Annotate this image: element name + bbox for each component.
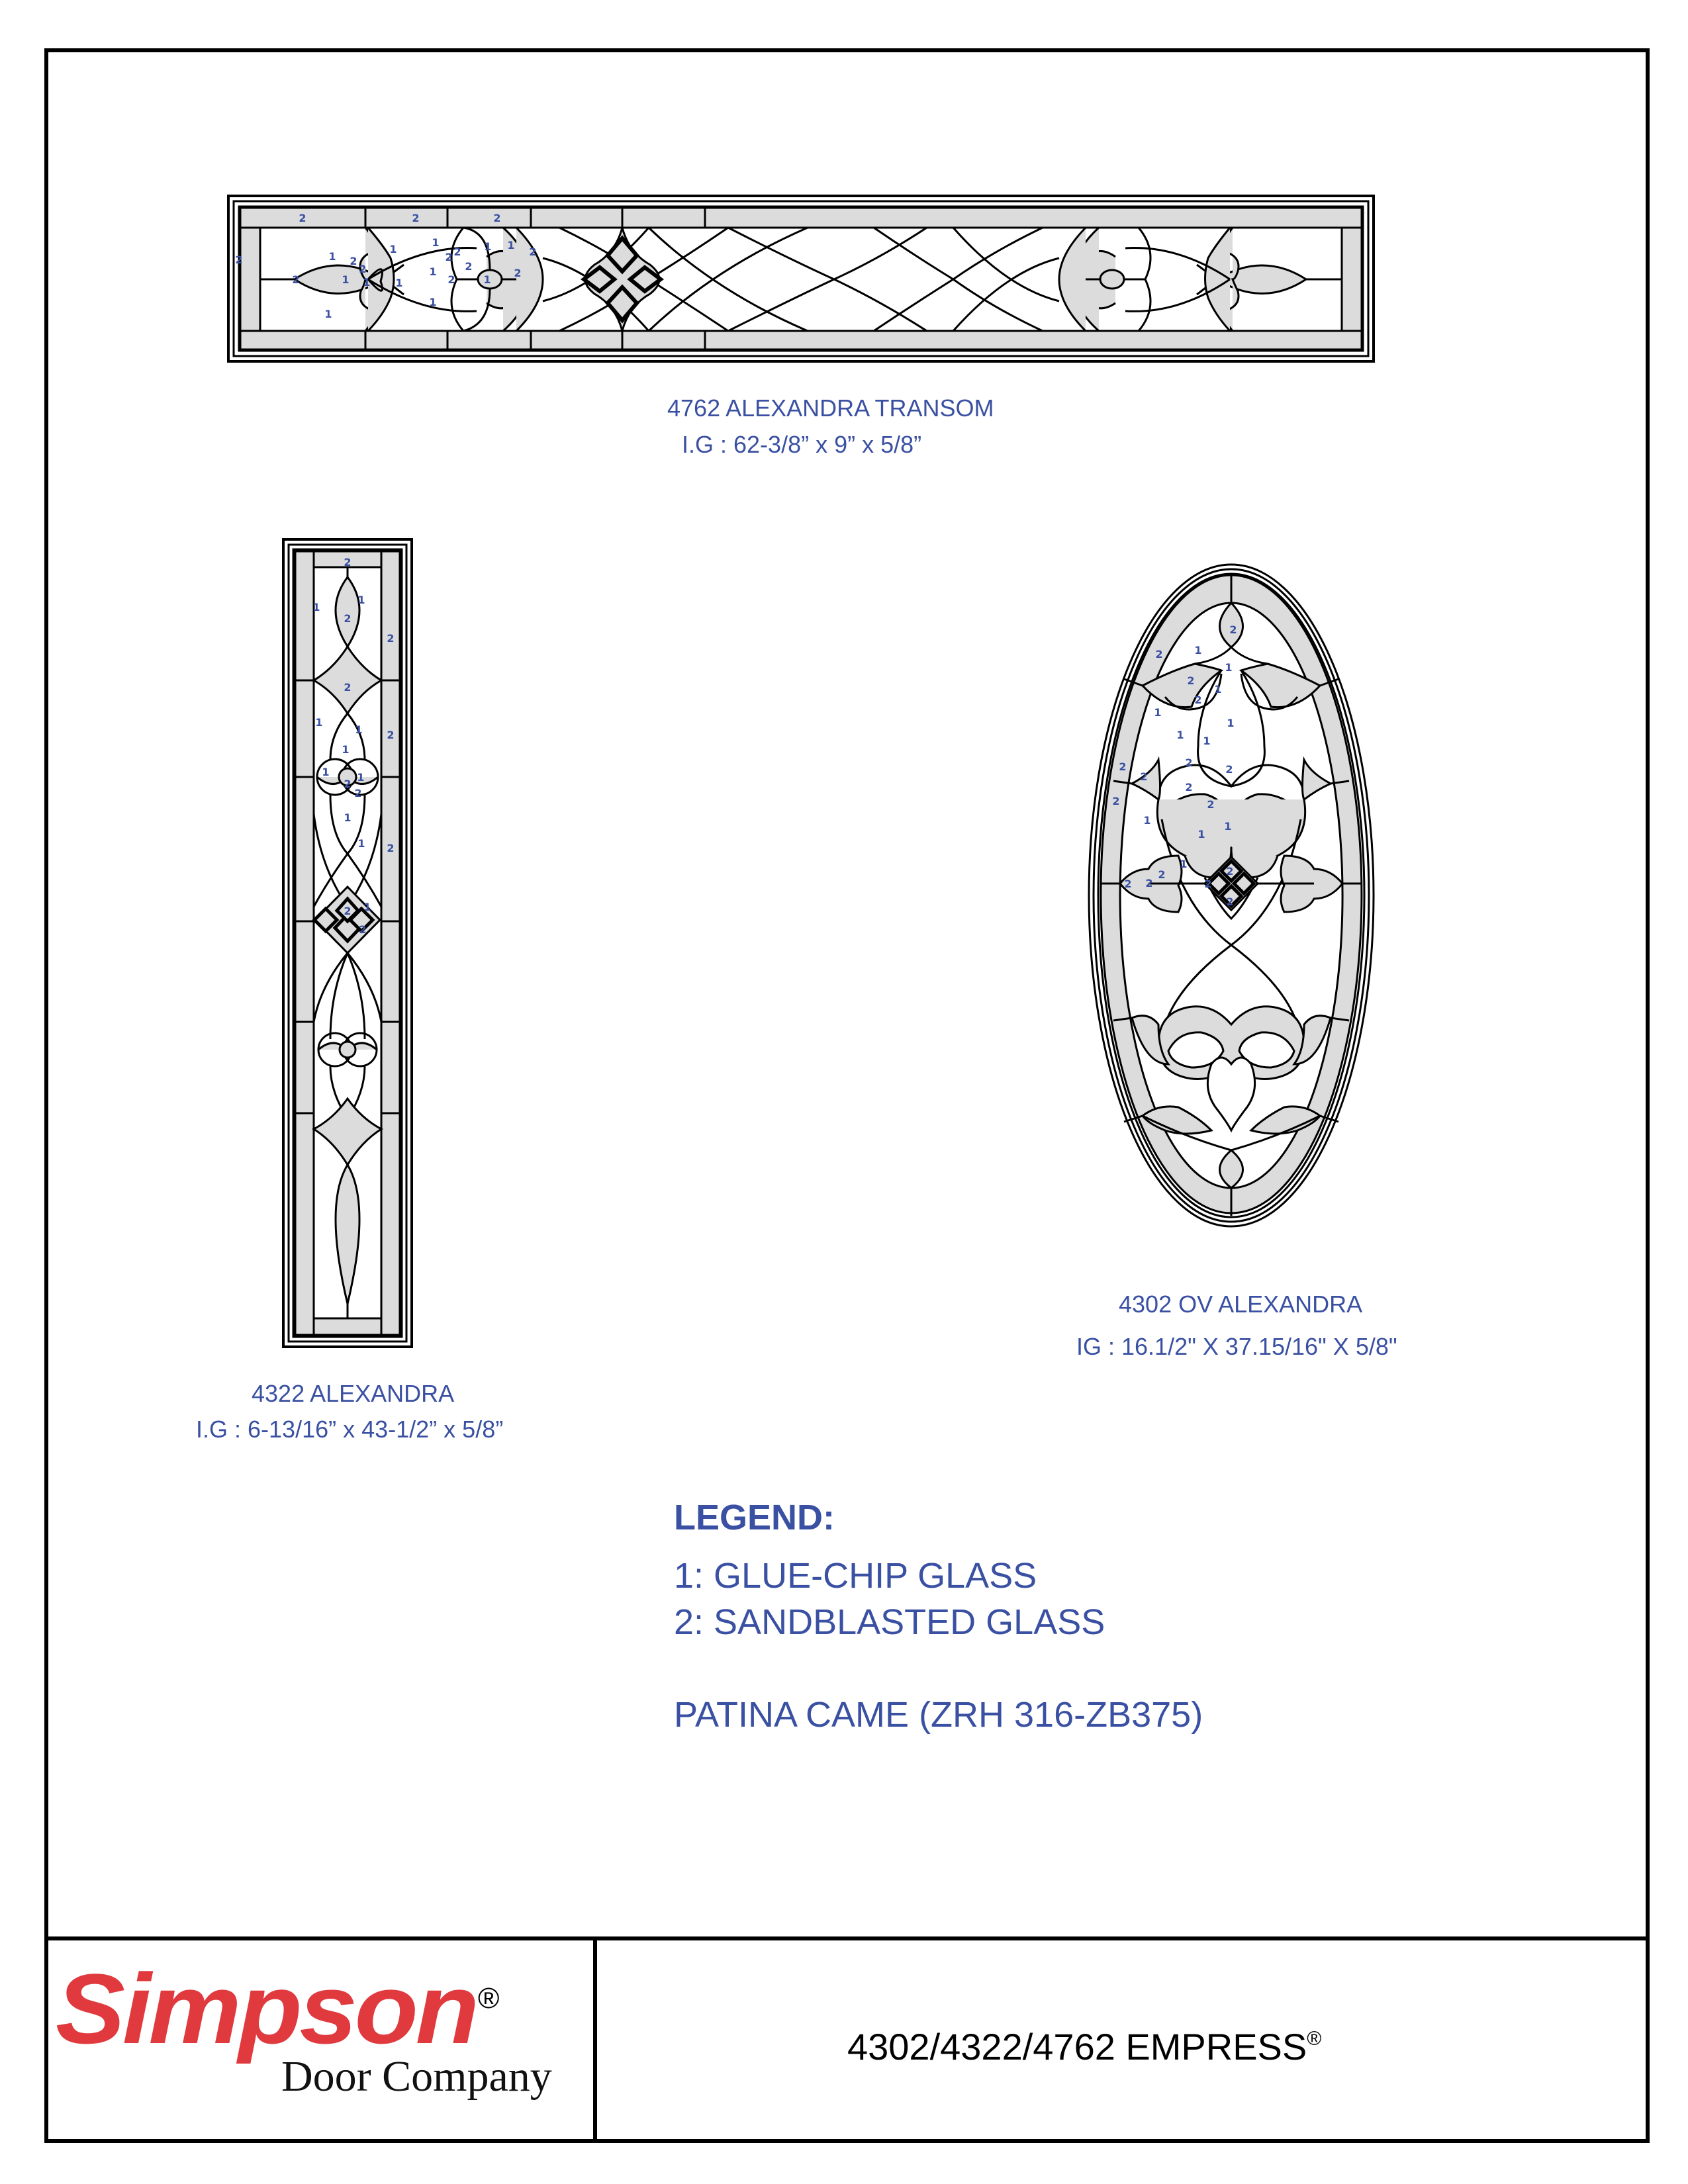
svg-text:2: 2 [1158,868,1166,881]
legend-item-sandblasted: 2: SANDBLASTED GLASS [674,1602,1105,1642]
svg-text:2: 2 [1185,781,1193,794]
svg-text:2: 2 [354,787,362,799]
svg-text:2: 2 [412,212,420,224]
simpson-logo-wordmark: Simpson [56,1953,477,2064]
svg-text:2: 2 [387,842,395,854]
legend-came-spec: PATINA CAME (ZRH 316-ZB375) [674,1695,1203,1735]
oval-glass-drawing [1086,561,1377,1230]
svg-text:2: 2 [493,212,501,224]
svg-text:1: 1 [342,273,350,286]
svg-text:1: 1 [1214,683,1222,696]
svg-text:1: 1 [328,250,336,263]
svg-text:2: 2 [529,246,537,258]
svg-text:1: 1 [363,276,371,289]
svg-text:2: 2 [1204,878,1212,890]
svg-text:2: 2 [1119,760,1127,773]
svg-text:2: 2 [1229,623,1237,636]
svg-text:2: 2 [1185,756,1193,769]
svg-text:1: 1 [432,236,440,249]
logo-registered-mark: ® [478,1982,500,2015]
svg-text:2: 2 [350,255,357,267]
svg-text:1: 1 [484,240,492,253]
svg-text:1: 1 [483,273,491,286]
svg-text:1: 1 [1224,820,1232,833]
svg-text:2: 2 [1155,648,1163,660]
svg-text:1: 1 [429,296,437,308]
oval-size: IG : 16.1/2" X 37.15/16" X 5/8" [1076,1333,1397,1360]
svg-text:1: 1 [1194,644,1202,657]
svg-text:2: 2 [344,905,352,917]
svg-text:2: 2 [514,267,522,279]
svg-text:2: 2 [359,923,367,936]
document-title-registered-mark: ® [1307,2028,1322,2050]
svg-text:1: 1 [395,277,403,289]
oval-title: 4302 OV ALEXANDRA [1119,1291,1363,1318]
transom-glass-drawing [225,192,1377,365]
svg-text:1: 1 [429,265,437,278]
svg-text:2: 2 [1194,694,1202,706]
svg-text:2: 2 [453,246,461,258]
svg-text:2: 2 [445,251,453,263]
legend-item-glue-chip: 1: GLUE-CHIP GLASS [674,1556,1037,1596]
svg-text:2: 2 [465,260,473,273]
title-block-divider [593,1936,597,2139]
svg-text:2: 2 [1124,878,1132,890]
legend-title: LEGEND: [674,1498,835,1537]
sidelite-glass-drawing [281,536,414,1350]
svg-text:2: 2 [387,632,395,645]
svg-text:1: 1 [507,239,515,251]
svg-text:1: 1 [1143,814,1151,827]
svg-text:1: 1 [355,723,363,736]
svg-text:2: 2 [1226,865,1234,878]
document-title [847,2025,1321,2068]
svg-text:2: 2 [1225,763,1233,776]
svg-text:2: 2 [235,253,243,266]
svg-text:1: 1 [1154,706,1162,719]
svg-text:1: 1 [324,308,332,320]
transom-size: I.G : 62-3/8” x 9” x 5/8” [682,431,922,458]
svg-text:1: 1 [363,901,371,913]
svg-text:1: 1 [1227,717,1235,729]
svg-text:2: 2 [447,273,455,286]
svg-text:2: 2 [1207,798,1215,811]
svg-text:1: 1 [342,743,350,756]
svg-text:2: 2 [387,729,395,741]
svg-text:2: 2 [359,263,367,275]
svg-text:1: 1 [357,771,365,784]
svg-text:1: 1 [1180,858,1188,870]
svg-text:1: 1 [1203,735,1211,747]
svg-text:2: 2 [292,273,300,286]
svg-text:2: 2 [1112,795,1120,807]
svg-text:1: 1 [315,716,323,729]
sidelite-size: I.G : 6-13/16” x 43-1/2” x 5/8” [196,1416,504,1443]
svg-text:1: 1 [357,594,365,606]
logo-door-company: Door Company [281,2052,552,2101]
svg-text:2: 2 [344,778,352,790]
svg-text:2: 2 [344,556,352,569]
svg-text:2: 2 [1187,674,1195,687]
document-title-text: 4302/4322/4762 EMPRESS [847,2026,1307,2068]
svg-text:2: 2 [344,681,352,694]
svg-text:1: 1 [312,601,320,614]
svg-text:1: 1 [1176,729,1184,741]
svg-text:2: 2 [1226,895,1234,908]
svg-text:1: 1 [1225,661,1233,674]
svg-text:1: 1 [322,766,330,778]
svg-text:1: 1 [344,811,352,824]
sidelite-title: 4322 ALEXANDRA [252,1380,455,1407]
svg-text:2: 2 [344,612,352,625]
svg-text:1: 1 [357,837,365,850]
svg-text:1: 1 [1197,828,1205,841]
svg-text:2: 2 [1140,770,1148,783]
svg-text:2: 2 [299,212,306,224]
svg-text:2: 2 [1145,877,1153,889]
transom-title: 4762 ALEXANDRA TRANSOM [667,394,994,422]
svg-text:1: 1 [389,243,397,255]
